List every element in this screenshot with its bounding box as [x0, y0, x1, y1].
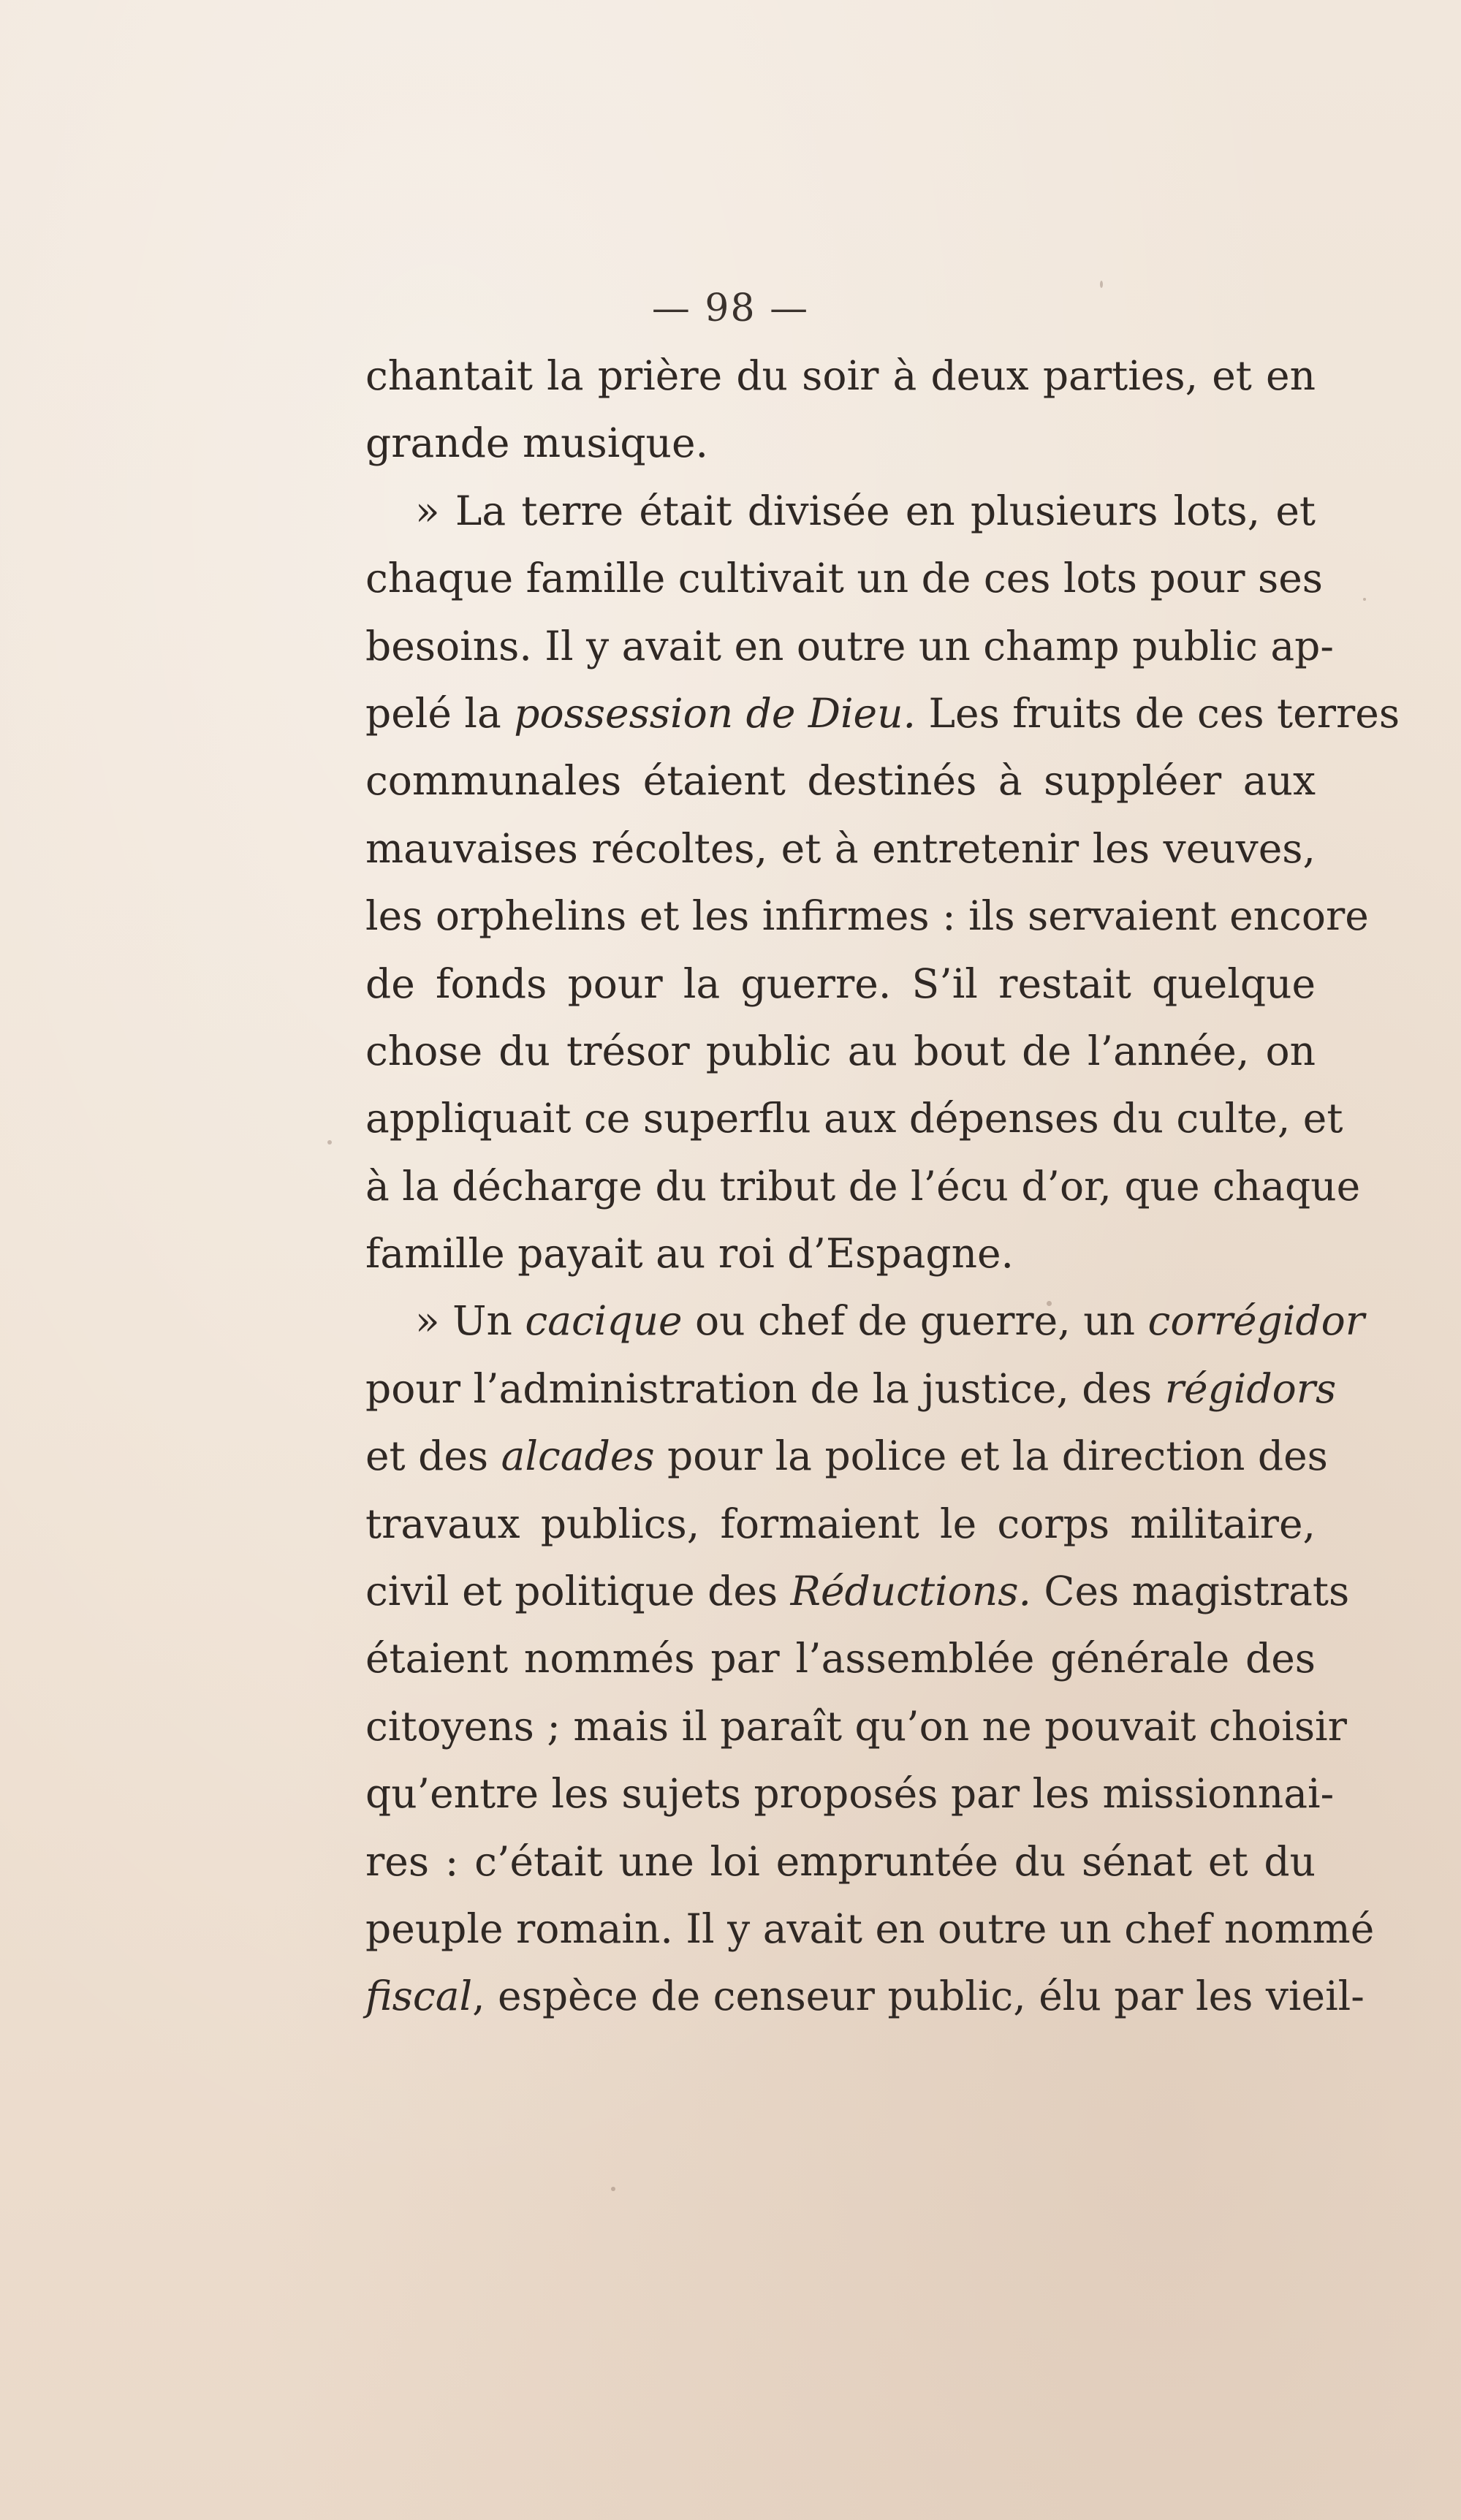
paper-speck [1047, 1301, 1052, 1306]
text-line [365, 747, 1316, 814]
text-run: de fonds pour la guerre. S’il restait quelque [365, 960, 1316, 1007]
text-line [365, 1895, 1375, 1962]
text-line [365, 1693, 1347, 1760]
text-run: et des [365, 1432, 501, 1480]
italic-term: alcades [501, 1432, 655, 1480]
italic-term: possession de Dieu. [514, 689, 917, 737]
text-run: pelé la [365, 689, 515, 737]
text-line [365, 1085, 1343, 1152]
text-run: chaque famille cultivait un de ces lots pour ses [365, 555, 1323, 602]
text-line [365, 950, 1316, 1017]
text-line [365, 1760, 1335, 1827]
body-text [365, 342, 1400, 2030]
text-run: chose du trésor public au bout de l’année, on [365, 1027, 1316, 1074]
text-run: travaux publics, formaient le corps militaire, [365, 1500, 1316, 1547]
text-line [365, 409, 1316, 477]
paper-speck [327, 1140, 332, 1145]
text-run: grande musique. [365, 420, 709, 467]
text-run: pour l’administration de la justice, des [365, 1365, 1165, 1412]
italic-term: régidors [1164, 1365, 1337, 1412]
text-line [365, 1355, 1337, 1422]
text-run: mauvaises récoltes, et à entretenir les veuves, [365, 824, 1316, 872]
text-run: qu’entre les sujets proposés par les missionnai- [365, 1770, 1335, 1818]
text-line [365, 477, 1316, 544]
text-run: » Un [415, 1297, 525, 1345]
text-run: Les fruits de ces terres [916, 689, 1400, 737]
text-run: ou chef de guerre, un [682, 1297, 1148, 1345]
text-run: communales étaient destinés à suppléer aux [365, 757, 1316, 805]
text-line [365, 1828, 1316, 1895]
text-line [365, 1017, 1316, 1085]
text-line [365, 680, 1400, 747]
text-line [365, 1625, 1316, 1692]
text-line [365, 342, 1316, 409]
text-run: civil et politique des [365, 1568, 791, 1615]
text-line [365, 1557, 1350, 1625]
paper-speck [1363, 598, 1366, 601]
italic-term: Réductions. [790, 1568, 1031, 1615]
italic-term: corrégidor [1147, 1297, 1365, 1345]
paper-speck [1100, 281, 1103, 288]
text-run: peuple romain. Il y avait en outre un chef nommé [365, 1905, 1375, 1952]
text-line [365, 815, 1316, 882]
text-run: res : c’était une loi empruntée du sénat et du [365, 1837, 1316, 1885]
text-run: appliquait ce superflu aux dépenses du culte, et [365, 1095, 1343, 1142]
text-run: les orphelins et les infirmes : ils servaient encore [365, 892, 1369, 940]
italic-term: fiscal [365, 1973, 473, 2020]
italic-term: cacique [525, 1297, 683, 1345]
text-line [365, 1220, 1316, 1287]
text-line [365, 1962, 1365, 2030]
text-run: citoyens ; mais il paraît qu’on ne pouvait choisir [365, 1702, 1347, 1750]
text-line [365, 882, 1369, 949]
text-run: à la décharge du tribut de l’écu d’or, que chaque [365, 1162, 1361, 1210]
text-line [365, 1287, 1365, 1354]
text-run: étaient nommés par l’assemblée générale des [365, 1635, 1316, 1682]
text-run: famille payait au roi d’Espagne. [365, 1230, 1014, 1278]
text-line [365, 1153, 1361, 1220]
text-line [365, 1422, 1328, 1489]
text-run: Ces magistrats [1031, 1568, 1350, 1615]
text-run: » La terre était divisée en plusieurs lots, et [415, 487, 1316, 534]
text-run: pour la police et la direction des [654, 1432, 1328, 1480]
paper-speck [611, 2187, 615, 2191]
text-run: chantait la prière du soir à deux parties, et en [365, 352, 1316, 399]
text-line [365, 612, 1334, 680]
text-line [365, 1490, 1316, 1557]
page-number-header: — 98 — [651, 286, 810, 330]
text-run: , espèce de censeur public, élu par les vieil- [472, 1973, 1365, 2020]
text-run: besoins. Il y avait en outre un champ public ap- [365, 622, 1334, 669]
text-line [365, 544, 1323, 612]
